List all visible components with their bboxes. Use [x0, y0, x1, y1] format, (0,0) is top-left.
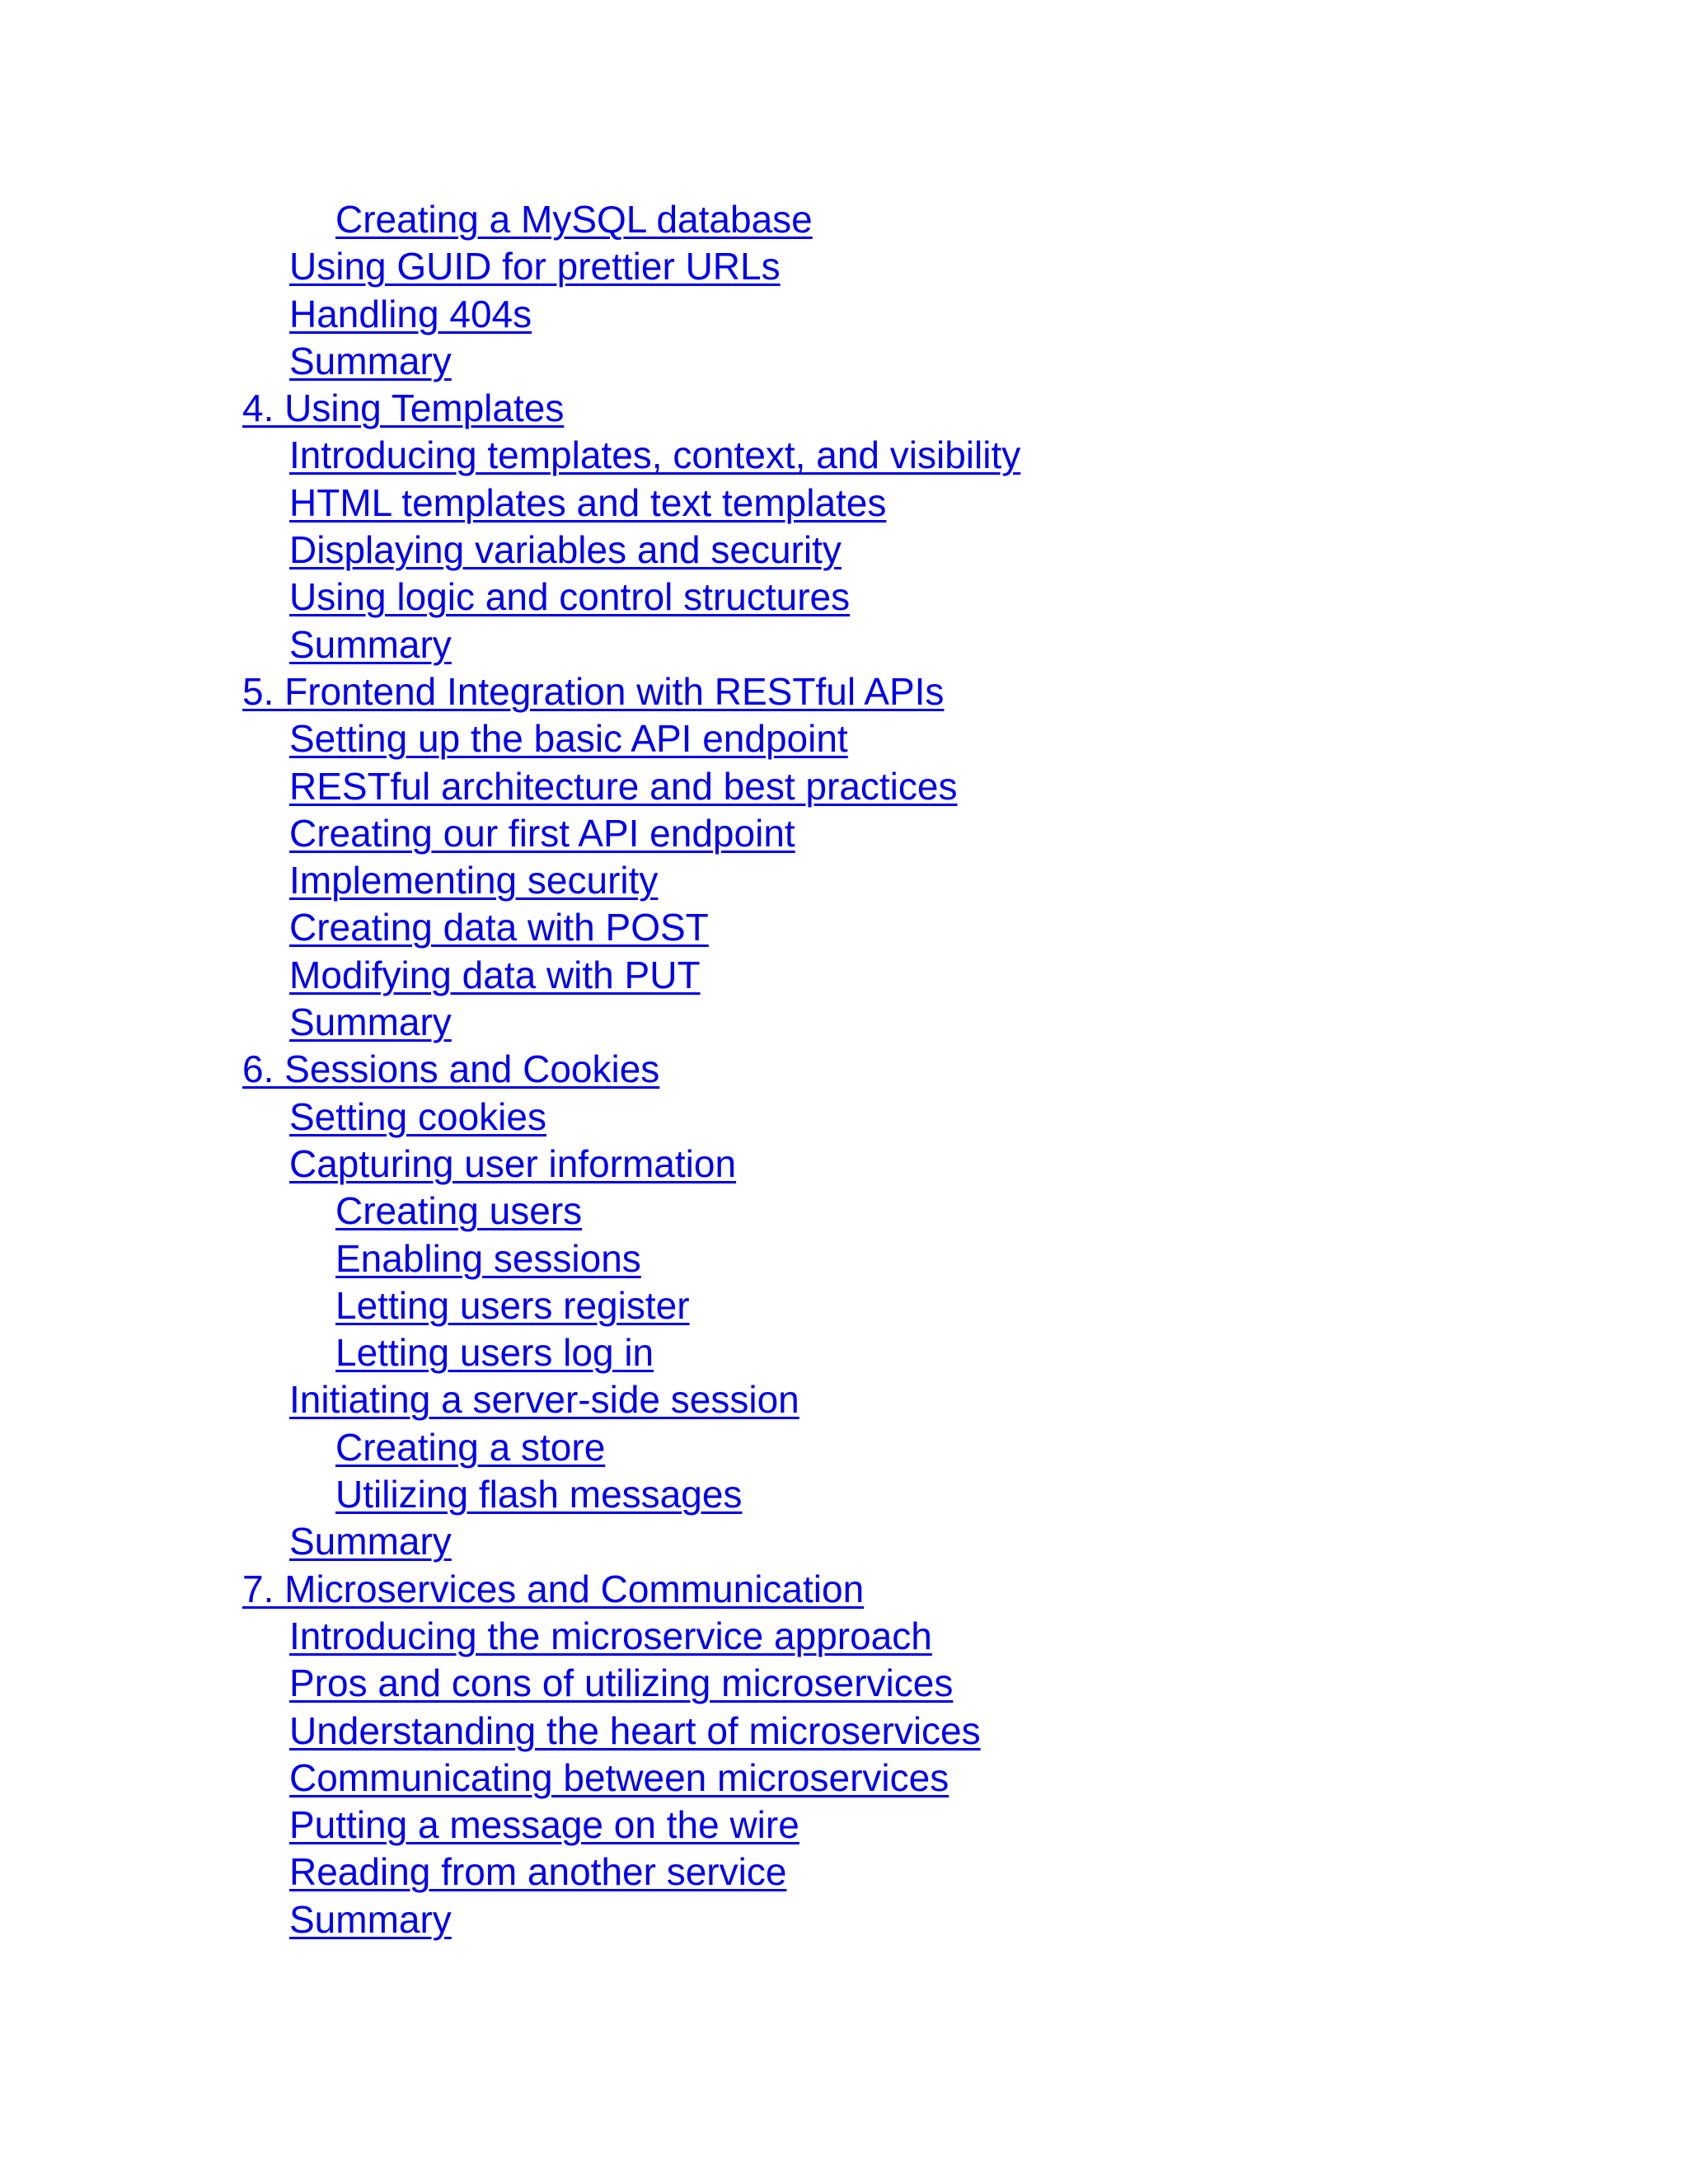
toc-section-item	[0, 857, 1688, 904]
toc-section-link[interactable]: Summary	[289, 1897, 452, 1941]
toc-section-item	[0, 1235, 1688, 1282]
toc-section-link[interactable]: Displaying variables and security	[289, 528, 842, 572]
toc-section-item	[0, 1802, 1688, 1849]
toc-section-item	[0, 999, 1688, 1046]
toc-section-item	[0, 1424, 1688, 1471]
toc-section-item	[0, 1094, 1688, 1141]
toc-section-item	[0, 196, 1688, 243]
toc-section-link[interactable]: Pros and cons of utilizing microservices	[289, 1661, 954, 1705]
toc-section-link[interactable]: Modifying data with PUT	[289, 953, 701, 996]
toc-chapter-link[interactable]: 5. Frontend Integration with RESTful APIs	[242, 669, 945, 713]
toc-section-item	[0, 1613, 1688, 1660]
toc-section-link[interactable]: Summary	[289, 622, 452, 666]
toc-section-item	[0, 1660, 1688, 1707]
toc-section-item	[0, 904, 1688, 951]
toc-section-item	[0, 1708, 1688, 1755]
toc-chapter-link[interactable]: 7. Microservices and Communication	[242, 1567, 865, 1610]
toc-section-item	[0, 1471, 1688, 1518]
toc-section-item	[0, 1376, 1688, 1423]
toc-section-link[interactable]: Communicating between microservices	[289, 1755, 950, 1799]
toc-section-link[interactable]: Summary	[289, 339, 452, 382]
toc-section-item	[0, 952, 1688, 999]
toc-section-link[interactable]: Reading from another service	[289, 1850, 787, 1894]
toc-section-item	[0, 1849, 1688, 1896]
toc-section-link[interactable]: Enabling sessions	[335, 1236, 641, 1280]
toc-section-link[interactable]: Letting users log in	[335, 1331, 654, 1375]
toc-section-item	[0, 243, 1688, 290]
toc-section-item	[0, 1329, 1688, 1376]
toc-section-link[interactable]: Summary	[289, 1001, 452, 1044]
toc-section-item	[0, 432, 1688, 479]
toc-section-link[interactable]: RESTful architecture and best practices	[289, 764, 958, 808]
toc-section-link[interactable]: Creating a store	[335, 1425, 606, 1469]
table-of-contents	[0, 196, 1688, 1943]
toc-chapter-link[interactable]: 6. Sessions and Cookies	[242, 1047, 660, 1091]
toc-section-item	[0, 291, 1688, 338]
toc-section-link[interactable]: Understanding the heart of microservices	[289, 1708, 981, 1752]
toc-section-link[interactable]: Utilizing flash messages	[335, 1473, 743, 1516]
toc-section-item	[0, 574, 1688, 621]
toc-section-item	[0, 527, 1688, 574]
toc-section-item	[0, 1141, 1688, 1188]
toc-section-item	[0, 1755, 1688, 1802]
toc-section-link[interactable]: Creating users	[335, 1189, 583, 1233]
toc-section-item	[0, 1282, 1688, 1329]
toc-chapter-link[interactable]: 4. Using Templates	[242, 387, 565, 430]
toc-chapter-item	[0, 1046, 1688, 1093]
toc-section-item	[0, 1896, 1688, 1943]
toc-section-link[interactable]: HTML templates and text templates	[289, 480, 887, 524]
toc-section-link[interactable]: Initiating a server-side session	[289, 1378, 799, 1422]
toc-section-link[interactable]: Using GUID for prettier URLs	[289, 245, 781, 288]
toc-section-item	[0, 338, 1688, 385]
toc-section-link[interactable]: Creating data with POST	[289, 906, 709, 949]
toc-section-link[interactable]: Implementing security	[289, 859, 659, 902]
toc-section-item	[0, 1518, 1688, 1565]
toc-chapter-item	[0, 1566, 1688, 1613]
toc-section-link[interactable]: Setting up the basic API endpoint	[289, 717, 848, 761]
toc-section-link[interactable]: Capturing user information	[289, 1141, 737, 1185]
toc-section-item	[0, 480, 1688, 527]
toc-section-item	[0, 621, 1688, 668]
toc-section-link[interactable]: Creating a MySQL database	[335, 198, 813, 241]
toc-section-link[interactable]: Using logic and control structures	[289, 575, 851, 619]
toc-chapter-item	[0, 385, 1688, 432]
toc-section-link[interactable]: Summary	[289, 1520, 452, 1563]
toc-section-item	[0, 1188, 1688, 1235]
toc-section-link[interactable]: Introducing the microservice approach	[289, 1614, 932, 1657]
toc-chapter-item	[0, 668, 1688, 715]
toc-section-item	[0, 715, 1688, 762]
toc-section-link[interactable]: Introducing templates, context, and visibility	[289, 434, 1021, 477]
toc-section-link[interactable]: Handling 404s	[289, 292, 532, 335]
toc-section-item	[0, 763, 1688, 810]
toc-section-link[interactable]: Creating our first API endpoint	[289, 811, 795, 855]
toc-section-link[interactable]: Putting a message on the wire	[289, 1803, 799, 1847]
toc-section-item	[0, 810, 1688, 857]
toc-section-link[interactable]: Letting users register	[335, 1283, 690, 1327]
toc-section-link[interactable]: Setting cookies	[289, 1094, 546, 1138]
